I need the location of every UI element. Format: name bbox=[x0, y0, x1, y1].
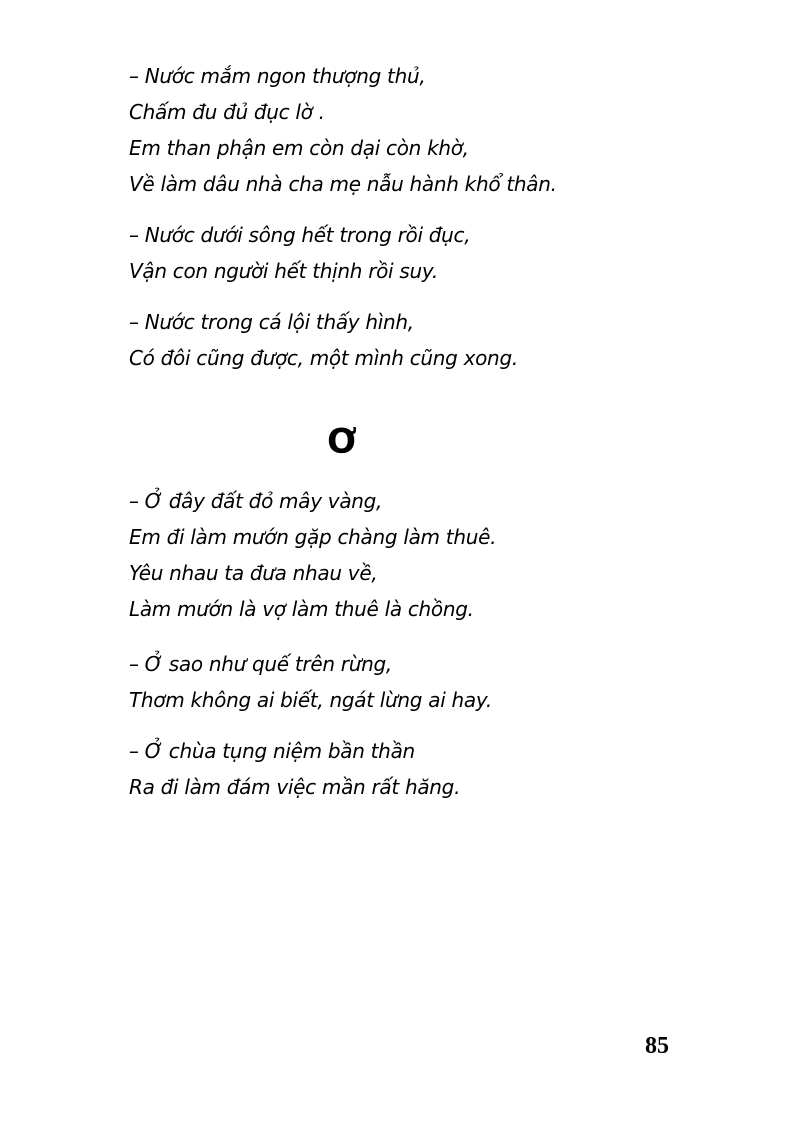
verse-line: Về làm dâu nhà cha mẹ nẫu hành khổ thân. bbox=[129, 172, 557, 196]
verse-line: Em than phận em còn dại còn khờ, bbox=[129, 136, 469, 160]
verse-line: Có đôi cũng được, một mình cũng xong. bbox=[129, 346, 518, 370]
verse-line: – Ở đây đất đỏ mây vàng, bbox=[129, 489, 383, 513]
verse-line: – Nước trong cá lội thấy hình, bbox=[129, 310, 414, 334]
verse-line: – Ở chùa tụng niệm bần thần bbox=[129, 739, 415, 763]
stanza bbox=[129, 58, 557, 202]
section-heading: Ơ bbox=[327, 422, 357, 462]
stanza bbox=[129, 483, 496, 627]
verse-line: – Ở sao như quế trên rừng, bbox=[129, 652, 392, 676]
verse-line: Em đi làm mướn gặp chàng làm thuê. bbox=[129, 525, 497, 549]
verse-line: Vận con người hết thịnh rồi suy. bbox=[129, 259, 438, 283]
stanza bbox=[129, 304, 518, 376]
verse-line: – Nước dưới sông hết trong rồi đục, bbox=[129, 223, 471, 247]
verse-line: Yêu nhau ta đưa nhau về, bbox=[129, 561, 378, 585]
page-number: 85 bbox=[645, 1033, 669, 1059]
verse-line: Ra đi làm đám việc mần rất hăng. bbox=[129, 775, 461, 799]
stanza bbox=[129, 646, 492, 718]
stanza bbox=[129, 217, 470, 289]
verse-line: Làm mướn là vợ làm thuê là chồng. bbox=[129, 597, 474, 621]
verse-line: – Nước mắm ngon thượng thủ, bbox=[129, 64, 426, 88]
stanza bbox=[129, 733, 460, 805]
verse-line: Chấm đu đủ đục lờ . bbox=[129, 100, 325, 124]
verse-line: Thơm không ai biết, ngát lừng ai hay. bbox=[129, 688, 492, 712]
